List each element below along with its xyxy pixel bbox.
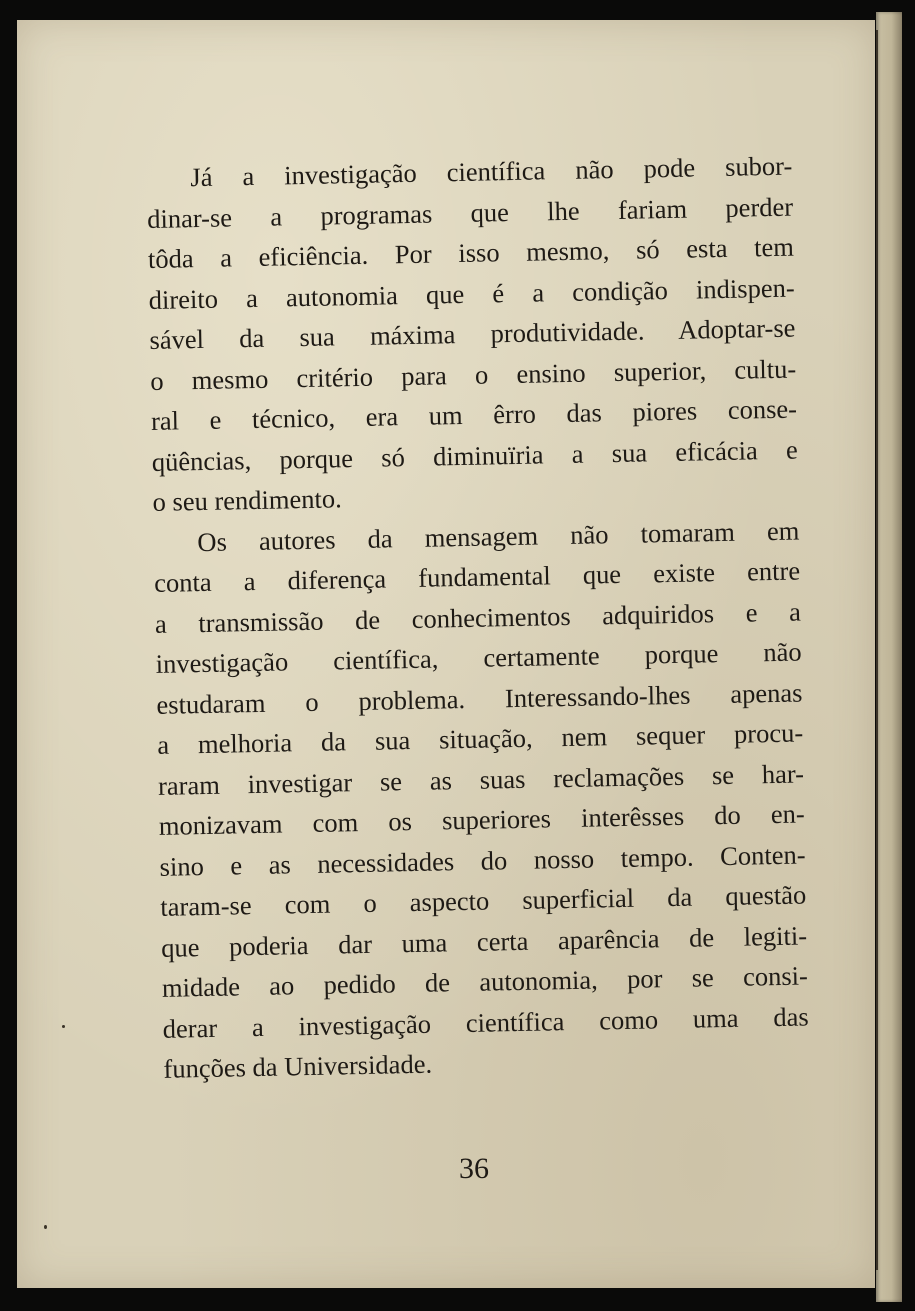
text-line: estudaram o problema. Interessando-lhes apenas (156, 677, 803, 720)
text-line: tôda a eficiência. Por isso mesmo, só esta tem (147, 231, 795, 274)
text-line: raram investigar se as suas reclamações se har- (157, 757, 805, 801)
text-line: qüências, porque só diminuïria a sua eficácia e (151, 434, 798, 477)
text-line: Os autores da mensagem não tomaram em (197, 515, 800, 557)
text-line: a transmissão de conhecimentos adquiridos e a (154, 596, 802, 639)
text-line: derar a investigação científica como uma das (162, 1000, 809, 1044)
text-line: funções da Universidade. (163, 1048, 433, 1084)
body-text (146, 146, 810, 1090)
paragraph-2 (153, 510, 810, 1089)
text-line: a melhoria da sua situação, nem sequer procu- (156, 717, 804, 760)
text-line: monizavam com os superiores interêsses do en- (158, 798, 805, 841)
text-line: sino e as necessidades do nosso tempo. Conten- (159, 838, 806, 882)
text-line: Já a investigação científica não pode subor- (190, 150, 793, 193)
text-line: sável da sua máxima produtividade. Adoptar-se (149, 312, 796, 355)
text-line: o seu rendimento. (152, 483, 342, 517)
text-line: conta a diferença fundamental que existe entre (153, 555, 801, 598)
text-line: dinar-se a programas que lhe fariam perder (146, 191, 794, 234)
page-edge (876, 12, 902, 1302)
paragraph-1 (146, 146, 799, 523)
text-line: ral e técnico, era um êrro das piores conse- (150, 393, 798, 436)
text-line: direito a autonomia que é a condição indispen- (148, 272, 795, 315)
text-line: taram-se com o aspecto superficial da questão (160, 879, 807, 922)
paper-speck (44, 1225, 47, 1229)
text-line: o mesmo critério para o ensino superior, cultu- (149, 353, 797, 396)
paper-speck (62, 1025, 65, 1028)
text-line: midade ao pedido de autonomia, por se consi- (161, 960, 809, 1003)
text-line: investigação científica, certamente porque não (155, 636, 802, 679)
page-number: 36 (459, 1152, 489, 1185)
binding-line (876, 30, 878, 1270)
text-line: que poderia dar uma certa aparência de legiti- (160, 919, 808, 963)
